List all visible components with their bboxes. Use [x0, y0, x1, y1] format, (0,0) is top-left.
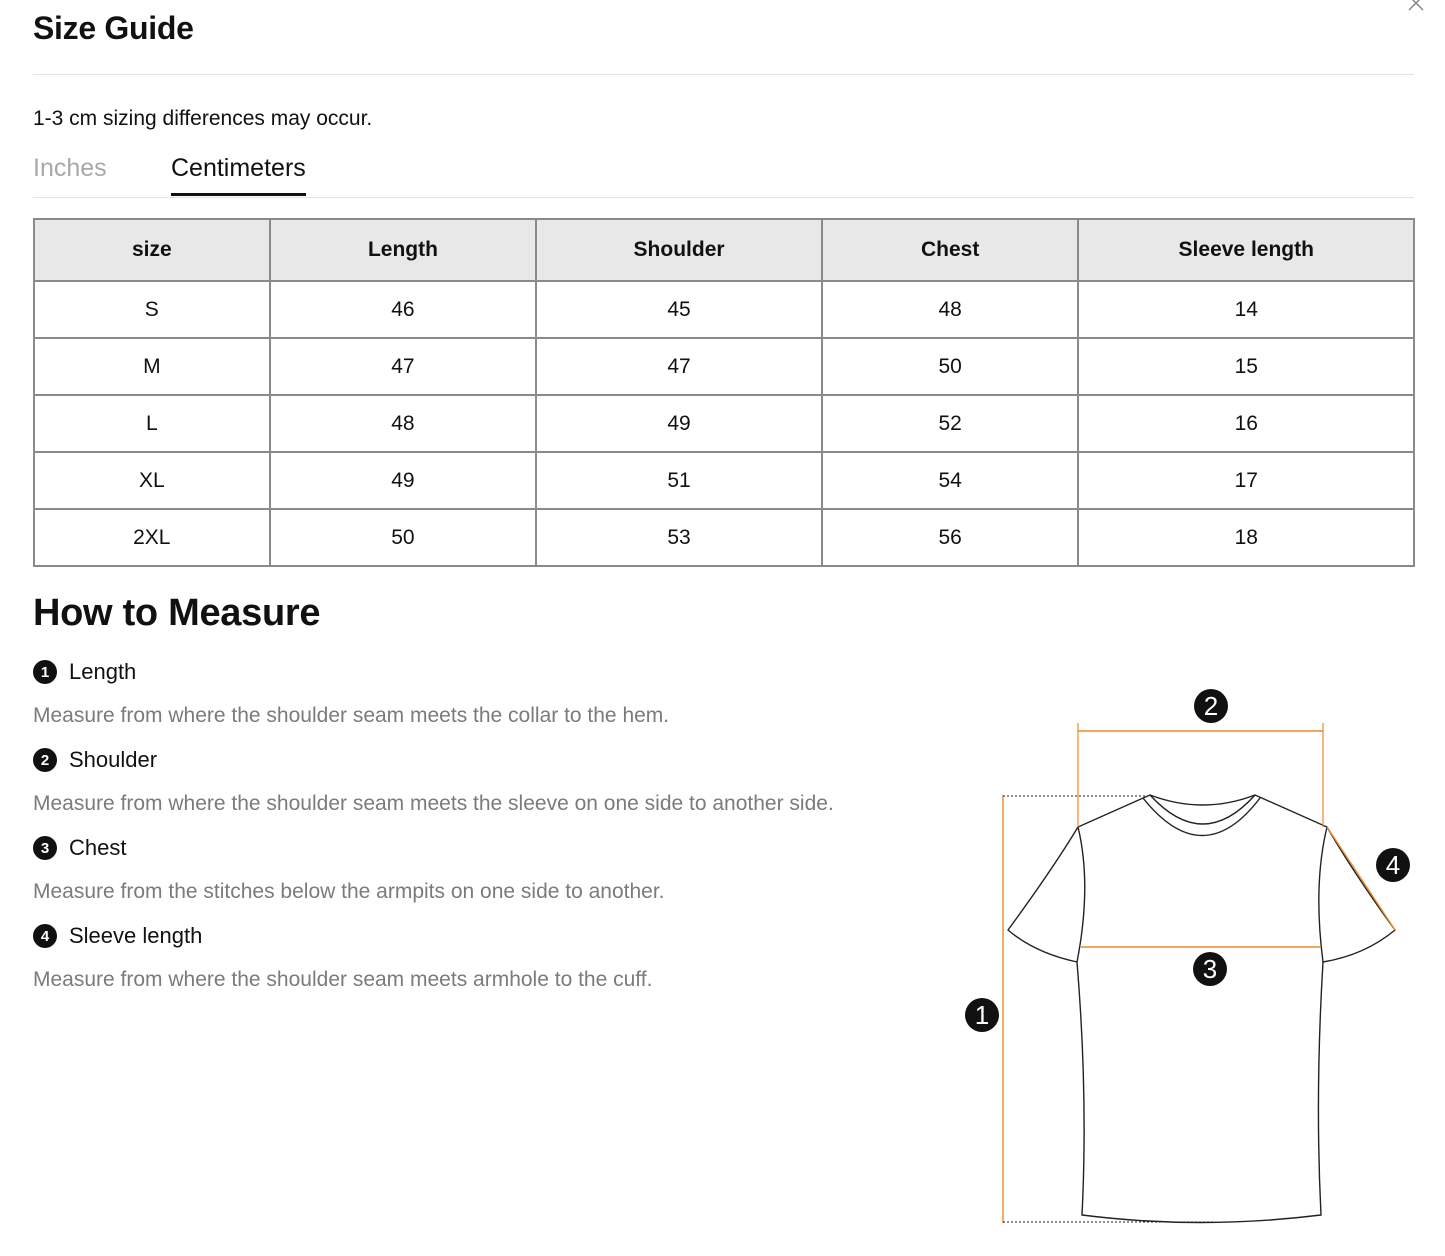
number-badge-icon: 3	[33, 836, 57, 860]
cell-sleeve-length: 14	[1078, 281, 1414, 338]
cell-length: 48	[270, 395, 537, 452]
measure-description: Measure from where the shoulder seam meets the collar to the hem.	[33, 704, 670, 727]
cell-sleeve-length: 15	[1078, 338, 1414, 395]
cell-chest: 56	[822, 509, 1079, 566]
cell-size: L	[34, 395, 270, 452]
measure-label: Length	[69, 659, 137, 684]
table-row	[34, 281, 1414, 338]
number-badge-icon: 4	[33, 924, 57, 948]
cell-length: 50	[270, 509, 537, 566]
measure-description: Measure from where the shoulder seam meets armhole to the cuff.	[33, 968, 653, 991]
measure-label: Shoulder	[69, 747, 158, 772]
measure-description: Measure from the stitches below the armpits on one side to another.	[33, 880, 665, 903]
measure-item-length	[33, 657, 669, 730]
number-badge-icon: 2	[33, 748, 57, 772]
marker-1: 1	[974, 1000, 990, 1030]
cell-shoulder: 51	[536, 452, 822, 509]
dialog-title: Size Guide	[33, 10, 194, 46]
cell-chest: 54	[822, 452, 1079, 509]
measure-label: Chest	[69, 835, 127, 860]
column-header-chest: Chest	[822, 219, 1079, 281]
cell-size: M	[34, 338, 270, 395]
header-divider	[33, 74, 1414, 75]
column-header-sleeve-length: Sleeve length	[1078, 219, 1414, 281]
cell-sleeve-length: 16	[1078, 395, 1414, 452]
table-row	[34, 509, 1414, 566]
cell-shoulder: 49	[536, 395, 822, 452]
table-row	[34, 395, 1414, 452]
cell-size: XL	[34, 452, 270, 509]
cell-shoulder: 53	[536, 509, 822, 566]
marker-3: 3	[1202, 954, 1218, 984]
cell-shoulder: 47	[536, 338, 822, 395]
diagram-markers	[965, 689, 1410, 1032]
measure-item-chest	[33, 833, 665, 906]
close-icon[interactable]	[1407, 0, 1425, 12]
column-header-size: size	[34, 219, 270, 281]
unit-tabs	[33, 150, 1414, 198]
cell-size: S	[34, 281, 270, 338]
cell-shoulder: 45	[536, 281, 822, 338]
cell-length: 47	[270, 338, 537, 395]
cell-chest: 48	[822, 281, 1079, 338]
tshirt-outline-icon	[1008, 795, 1395, 1223]
cell-sleeve-length: 18	[1078, 509, 1414, 566]
measure-description: Measure from where the shoulder seam meets the sleeve on one side to another side.	[33, 792, 834, 815]
column-header-length: Length	[270, 219, 537, 281]
marker-4: 4	[1385, 850, 1401, 880]
tab-inches[interactable]: Inches	[33, 154, 107, 182]
how-to-measure-heading: How to Measure	[33, 592, 321, 634]
table-row	[34, 452, 1414, 509]
tab-centimeters[interactable]: Centimeters	[171, 150, 306, 194]
cell-chest: 52	[822, 395, 1079, 452]
marker-2: 2	[1203, 691, 1219, 721]
cell-sleeve-length: 17	[1078, 452, 1414, 509]
size-table	[33, 218, 1415, 567]
tshirt-measurement-diagram	[955, 675, 1415, 1235]
measure-item-shoulder	[33, 745, 834, 818]
sizing-note: 1-3 cm sizing differences may occur.	[33, 107, 373, 130]
cell-chest: 50	[822, 338, 1079, 395]
cell-length: 46	[270, 281, 537, 338]
column-header-shoulder: Shoulder	[536, 219, 822, 281]
number-badge-icon: 1	[33, 660, 57, 684]
measure-item-sleeve-length	[33, 921, 652, 994]
cell-size: 2XL	[34, 509, 270, 566]
table-header-row	[34, 219, 1414, 281]
cell-length: 49	[270, 452, 537, 509]
table-row	[34, 338, 1414, 395]
measure-label: Sleeve length	[69, 923, 203, 948]
